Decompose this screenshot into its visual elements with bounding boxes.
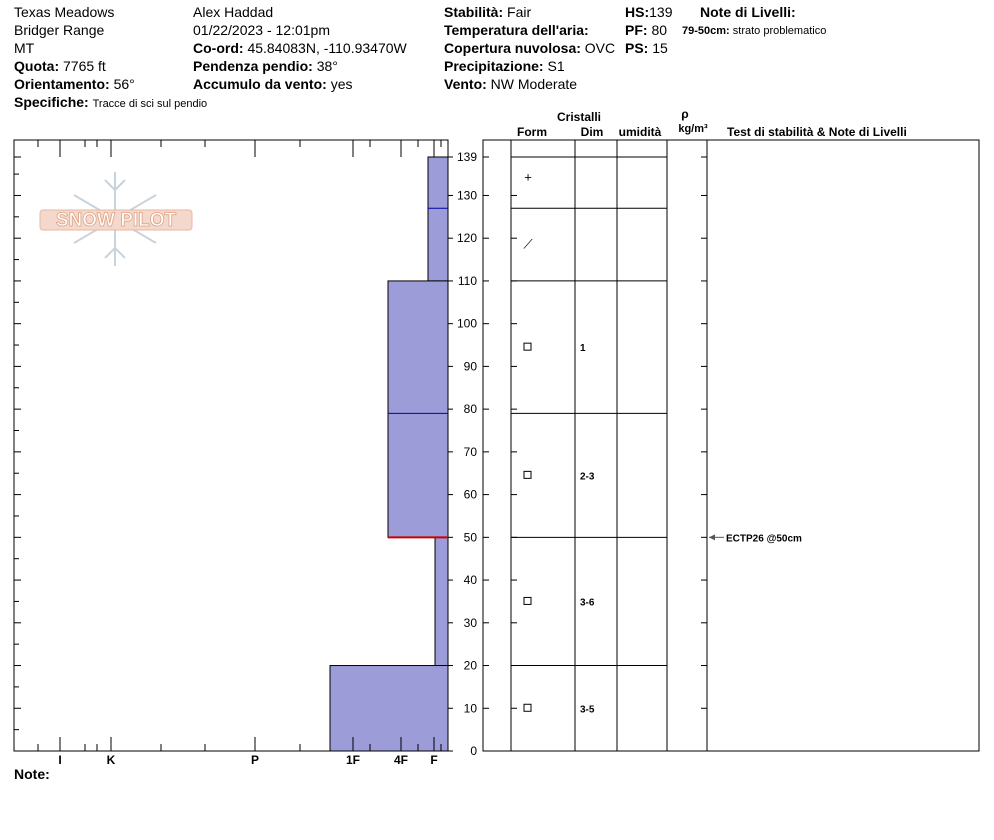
elevation-value: 7765 ft (63, 58, 106, 74)
hardness-bar-3 (330, 666, 448, 751)
layers-frame (483, 140, 979, 751)
dim-label-4: 3-6 (580, 597, 595, 609)
form-icon-3 (524, 471, 531, 478)
y-tick-label-100: 100 (456, 316, 477, 331)
y-tick-label-0: 0 (470, 744, 477, 758)
crystals-header: Cristalli (556, 110, 601, 124)
y-tick-label-30: 30 (463, 615, 477, 630)
layer-note-range: 79-50cm: (682, 25, 730, 37)
dim-label-5: 3-5 (580, 704, 595, 716)
datetime: 01/22/2023 - 12:01pm (193, 22, 330, 38)
hardness-label-1F: 1F (345, 753, 361, 767)
column-lines (511, 140, 707, 751)
watermark-text: SNOW PILOT (55, 210, 177, 231)
moisture-header: umidità (618, 125, 662, 139)
dim-label-2: 1 (580, 343, 586, 355)
hardness-label-P: P (250, 753, 260, 767)
test-arrow-head-0 (709, 534, 715, 540)
hardness-label-I: I (58, 753, 62, 767)
ps-value: 15 (652, 40, 668, 56)
coord-value: 45.84083N, -110.93470W (247, 40, 407, 56)
hardness-bar-1 (388, 281, 448, 537)
aspect-value: 56° (113, 76, 135, 92)
specifics-value: Tracce di sci sul pendio (92, 98, 208, 110)
y-tick-label-20: 20 (463, 658, 477, 673)
y-tick-label-40: 40 (463, 573, 477, 588)
y-tick-label-130: 130 (456, 188, 477, 203)
slope-value: 38° (316, 58, 338, 74)
sky-label: Copertura nuvolosa: (444, 40, 581, 56)
hardness-bar-0 (428, 157, 448, 281)
specifics-label: Specifiche: (14, 94, 89, 110)
stability-value: Fair (507, 4, 532, 20)
y-tick-label-90: 90 (463, 359, 477, 374)
crystal-cells (523, 170, 594, 716)
wind-loading-value: yes (330, 76, 353, 92)
form-icon-5 (524, 704, 531, 711)
sky-value: OVC (584, 40, 616, 56)
form-icon-2 (524, 343, 531, 350)
y-tick-label-110: 110 (457, 273, 477, 288)
stability-label: Stabilità: (444, 4, 504, 20)
notes-label-text: Note: (14, 766, 50, 782)
precip-value: S1 (547, 58, 565, 74)
wind-label: Vento: (444, 76, 487, 92)
form-icon-4 (524, 597, 531, 604)
wind-value: NW Moderate (490, 76, 578, 92)
tests-header: Test di stabilità & Note di Livelli (727, 125, 907, 139)
observer: Alex Haddad (193, 4, 274, 20)
rho-header: ρ (681, 107, 689, 121)
stability-tests (709, 533, 802, 544)
hardness-label-F: F (430, 753, 438, 767)
layer-boundaries (511, 157, 667, 666)
precip-label: Precipitazione: (444, 58, 544, 74)
hardness-frame (14, 140, 448, 751)
hs-value: 139 (649, 4, 673, 20)
location: Texas Meadows (14, 4, 115, 20)
air-temp-label: Temperatura dell'aria: (444, 22, 589, 38)
form-header: Form (517, 125, 547, 139)
dim-label-3: 2-3 (580, 471, 595, 483)
range: Bridger Range (14, 22, 105, 38)
slope-label: Pendenza pendio: (193, 58, 313, 74)
hardness-label-K: K (106, 753, 116, 767)
y-tick-label-50: 50 (463, 530, 477, 545)
layer-notes-label: Note di Livelli: (700, 4, 796, 20)
hardness-label-4F: 4F (393, 753, 409, 767)
aspect-label: Orientamento: (14, 76, 110, 92)
form-icon-1: ⟋ (523, 236, 533, 252)
y-tick-label-80: 80 (463, 402, 477, 417)
hs-label: HS: (625, 4, 650, 20)
pf-value: 80 (651, 22, 668, 38)
coord-label: Co-ord: (193, 40, 244, 56)
hardness-bars (330, 157, 448, 751)
y-tick-label-60: 60 (463, 487, 477, 502)
state: MT (14, 40, 35, 56)
hardness-bar-2 (435, 537, 448, 665)
ps-label: PS: (625, 40, 649, 56)
dim-header: Dim (580, 125, 604, 139)
y-tick-label-10: 10 (463, 701, 477, 716)
y-tick-label-139: 139 (456, 150, 477, 164)
layer-note-text: strato problematico (732, 25, 827, 37)
pf-label: PF: (625, 22, 648, 38)
test-label-0: ECTP26 @50cm (726, 533, 802, 545)
wind-loading-label: Accumulo da vento: (193, 76, 327, 92)
form-icon-0: + (524, 169, 532, 185)
y-tick-label-70: 70 (463, 444, 477, 459)
elevation-label: Quota: (14, 58, 60, 74)
y-tick-label-120: 120 (456, 231, 477, 246)
density-unit-header: kg/m³ (678, 123, 708, 135)
